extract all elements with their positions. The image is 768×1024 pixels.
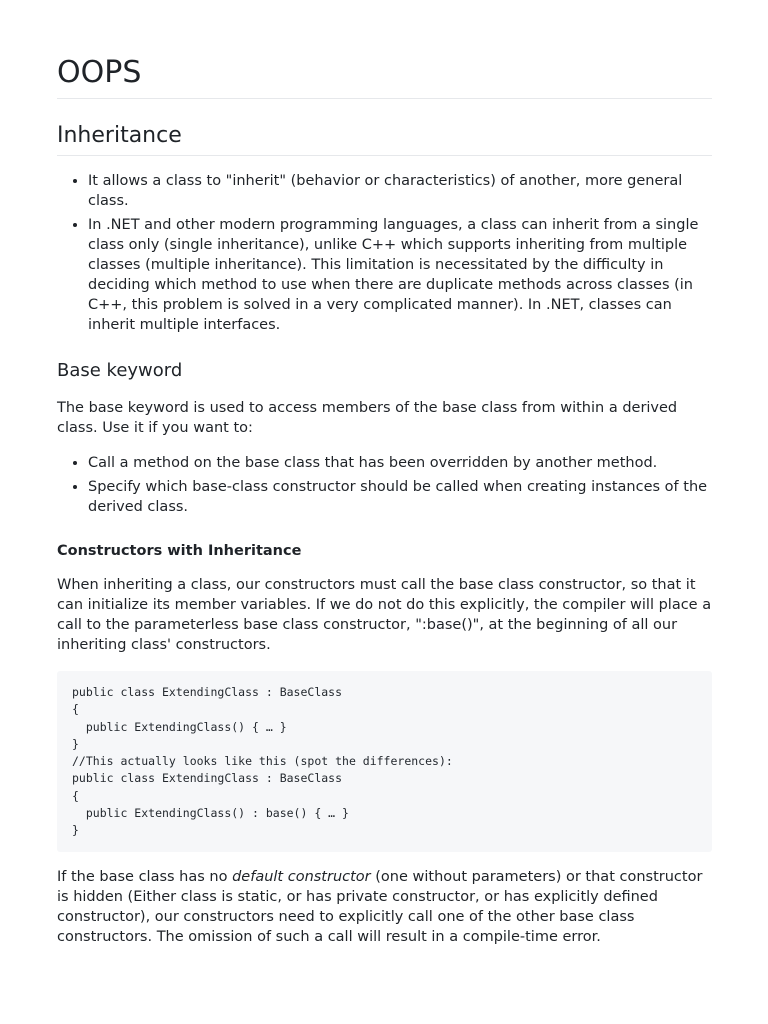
page-title: OOPS bbox=[57, 0, 712, 99]
base-keyword-intro: The base keyword is used to access members of the base class from within a derived class. Use it if you want to: bbox=[57, 400, 678, 436]
default-constructor-paragraph bbox=[57, 867, 712, 947]
code-line: } bbox=[72, 736, 79, 751]
emphasis-default-constructor: default constructor bbox=[232, 868, 371, 885]
subheading-base-keyword: Base keyword bbox=[57, 360, 183, 381]
list-item: • Call a method on the base class that has been overridden by another method. bbox=[88, 453, 712, 473]
code-line: public class ExtendingClass : BaseClass bbox=[72, 771, 343, 786]
inheritance-bullet-list bbox=[57, 171, 712, 335]
constructors-paragraph: When inheriting a class, our constructors must call the base class constructor, so that it can initialize its member variables. If we do not do this explicitly, the compiler will place a call to the parameterless base class constructor, ":base()", at the beginning of all our inheriting class' constructors. bbox=[57, 577, 712, 653]
code-line: } bbox=[72, 823, 79, 838]
base-keyword-bullet-list bbox=[57, 453, 712, 517]
code-line: //This actually looks like this (spot the differences): bbox=[72, 754, 453, 769]
list-item: • It allows a class to "inherit" (behavior or characteristics) of another, more general class. bbox=[88, 171, 712, 211]
code-block bbox=[57, 671, 712, 852]
code-line: public ExtendingClass() { … } bbox=[72, 719, 287, 734]
list-item: • In .NET and other modern programming languages, a class can inherit from a single class only (single inheritance), unlike C++ which supports inheriting from multiple classes (multiple inheritance). This limitation is necessitated by the difficulty in deciding which method to use when there are duplicate methods across classes (in C++, this problem is solved in a very complicated manner). In .NET, classes can inherit multiple interfaces. bbox=[88, 215, 712, 335]
paragraph-text: If the base class has no bbox=[57, 868, 233, 885]
code-line: public class ExtendingClass : BaseClass bbox=[72, 685, 343, 699]
code-line: public ExtendingClass() : base() { … } bbox=[72, 806, 349, 821]
code-line: { bbox=[72, 788, 79, 803]
section-heading-inheritance: Inheritance bbox=[57, 99, 712, 156]
code-line: { bbox=[72, 702, 79, 717]
list-item: • Specify which base-class constructor should be called when creating instances of the derived class. bbox=[88, 477, 712, 517]
subheading-constructors: Constructors with Inheritance bbox=[57, 543, 302, 559]
paragraph-text: (one without parameters) or that constructor is hidden (Either class is static, or has private constructor, or has explicitly defined constructor), our constructors need to explicitly call one of the other base class constructors. The omission of such a call will result in a compile-time error. bbox=[57, 868, 703, 945]
